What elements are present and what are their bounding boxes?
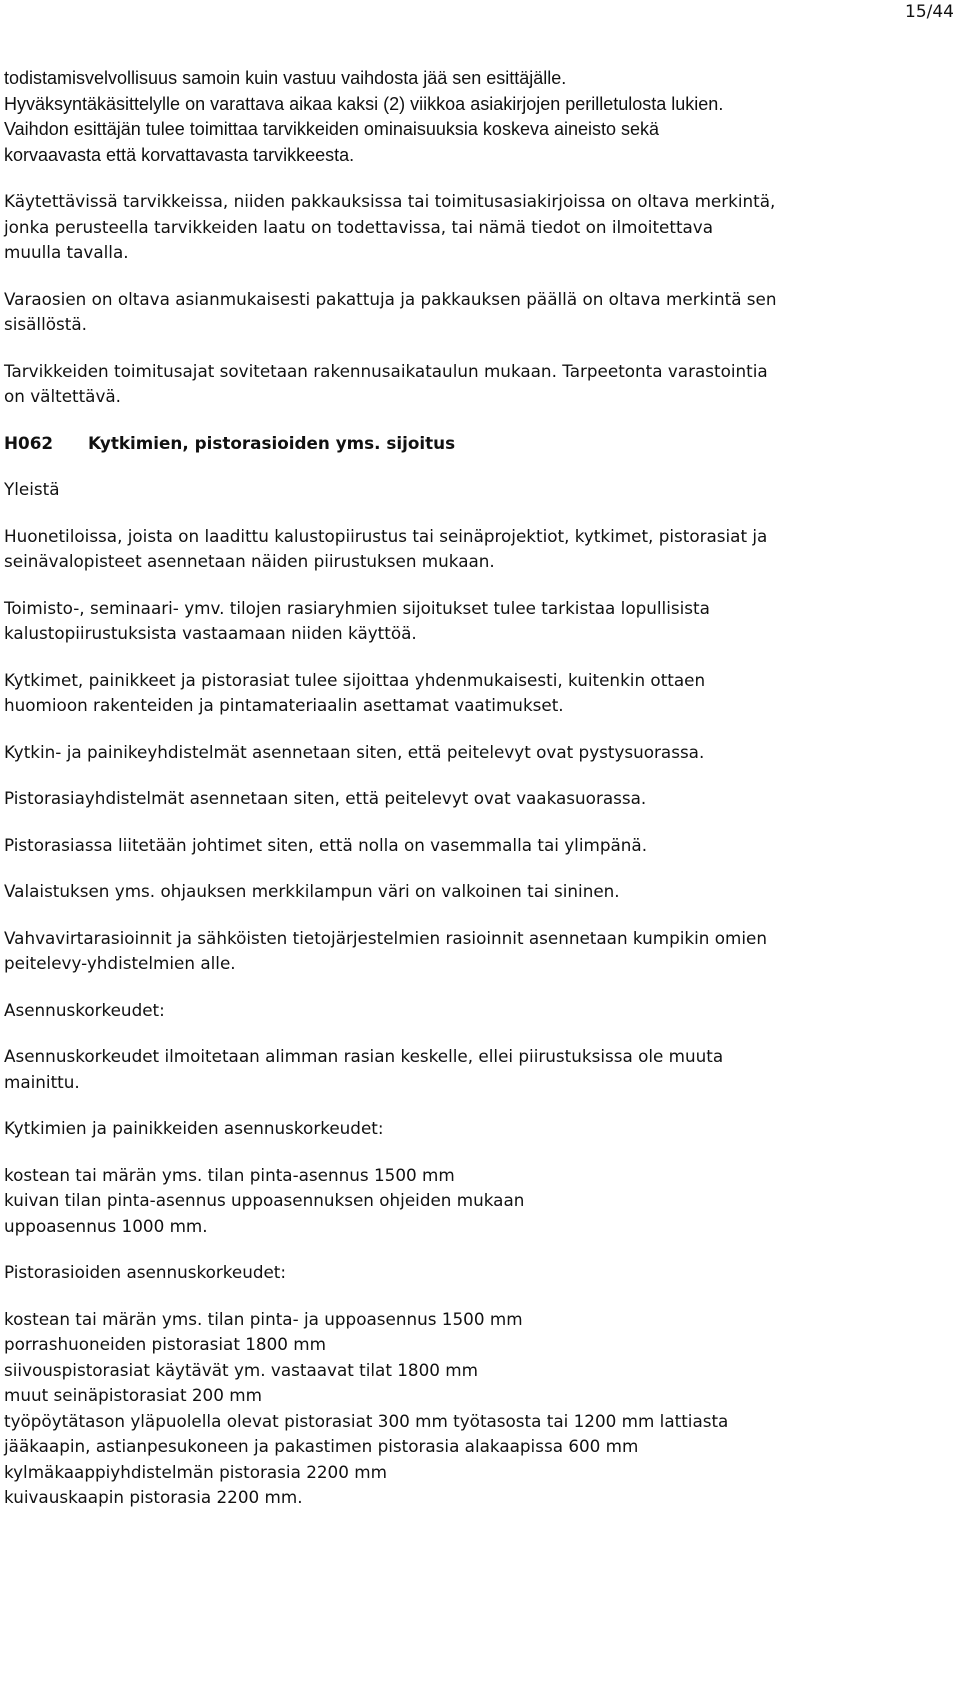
section-code: H062 [4, 432, 54, 453]
paragraph-switch-heights-label [4, 1116, 954, 1142]
list-item: kostean tai märän yms. tilan pinta-asennus 1500 mm [4, 1164, 455, 1185]
list-item: kuivan tilan pinta-asennus uppoasennuksen ohjeiden mukaan [4, 1190, 525, 1210]
section-heading [4, 431, 954, 457]
text-line: Pistorasiassa liitetään johtimet siten, että nolla on vasemmalla tai ylimpänä. [4, 834, 648, 855]
page-number: 15/44 [905, 2, 954, 22]
list-item: muut seinäpistorasiat 200 mm [4, 1385, 262, 1405]
list-item: kostean tai märän yms. tilan pinta- ja uppoasennus 1500 mm [4, 1308, 523, 1329]
paragraph [4, 786, 954, 812]
text-line: peitelevy-yhdistelmien alle. [4, 953, 236, 973]
text-line: Vahvavirtarasioinnit ja sähköisten tietojärjestelmien rasioinnit asennetaan kumpikin omien [4, 927, 768, 948]
intro-paragraph [4, 66, 954, 168]
text-line: huomioon rakenteiden ja pintamateriaalin asettamat vaatimukset. [4, 695, 564, 715]
text-line: Varaosien on oltava asianmukaisesti pakattuja ja pakkauksen päällä on oltava merkintä sen [4, 288, 777, 309]
text-line: Tarvikkeiden toimitusajat sovitetaan rakennusaikataulun mukaan. Tarpeetonta varastointia [4, 360, 768, 381]
intro-line: korvaavasta että korvattavasta tarvikkeesta. [4, 144, 355, 165]
socket-heights-label: Pistorasioiden asennuskorkeudet: [4, 1262, 287, 1282]
intro-line: Vaihdon esittäjän tulee toimittaa tarvikkeiden ominaisuuksia koskeva aineisto sekä [4, 119, 660, 139]
list-item: jääkaapin, astianpesukoneen ja pakastimen pistorasia alakaapissa 600 mm [4, 1436, 639, 1456]
list-item: porrashuoneiden pistorasiat 1800 mm [4, 1334, 326, 1354]
text-line: muulla tavalla. [4, 242, 129, 262]
paragraph-install-heights-label [4, 998, 954, 1024]
text-line: Pistorasiayhdistelmät asennetaan siten, että peitelevyt ovat vaakasuorassa. [4, 788, 647, 808]
switch-heights-list [4, 1163, 954, 1240]
text-line: Huonetiloissa, joista on laadittu kalustopiirustus tai seinäprojektiot, kytkimet, pistorasiat ja [4, 525, 768, 546]
text-line: Kytkin- ja painikeyhdistelmät asennetaan siten, että peitelevyt ovat pystysuorassa. [4, 741, 705, 762]
paragraph-delivery [4, 359, 954, 410]
list-item: kuivauskaapin pistorasia 2200 mm. [4, 1487, 303, 1507]
paragraph [4, 596, 954, 647]
paragraph [4, 740, 954, 766]
text-line: seinävalopisteet asennetaan näiden piirustuksen mukaan. [4, 551, 495, 571]
paragraph [4, 833, 954, 859]
paragraph-spare-parts [4, 287, 954, 338]
text-line: Kytkimet, painikkeet ja pistorasiat tulee sijoittaa yhdenmukaisesti, kuitenkin ottaen [4, 669, 706, 690]
paragraph [4, 1044, 954, 1095]
intro-line: todistamisvelvollisuus samoin kuin vastuu vaihdosta jää sen esittäjälle. [4, 68, 567, 88]
list-item: uppoasennus 1000 mm. [4, 1215, 208, 1236]
subheading-general: Yleistä [4, 479, 60, 499]
intro-line: Hyväksyntäkäsittelylle on varattava aikaa kaksi (2) viikkoa asiakirjojen perilletulosta lukien. [4, 93, 724, 114]
list-item: työpöytätason yläpuolella olevat pistorasiat 300 mm työtasosta tai 1200 mm lattiasta [4, 1410, 729, 1431]
list-item: kylmäkaappiyhdistelmän pistorasia 2200 mm [4, 1461, 387, 1482]
section-title: Kytkimien, pistorasioiden yms. sijoitus [88, 432, 456, 453]
paragraph [4, 879, 954, 905]
text-line: jonka perusteella tarvikkeiden laatu on todettavissa, tai nämä tiedot on ilmoitettava [4, 216, 714, 237]
socket-heights-list [4, 1307, 954, 1511]
paragraph-labeling [4, 189, 954, 266]
text-line: Asennuskorkeudet: [4, 999, 165, 1020]
paragraph [4, 668, 954, 719]
text-line: kalustopiirustuksista vastaamaan niiden käyttöä. [4, 623, 417, 643]
text-line: Asennuskorkeudet ilmoitetaan alimman rasian keskelle, ellei piirustuksissa ole muuta [4, 1046, 724, 1066]
list-item: siivouspistorasiat käytävät ym. vastaavat tilat 1800 mm [4, 1359, 478, 1380]
text-line: Kytkimien ja painikkeiden asennuskorkeudet: [4, 1118, 384, 1138]
text-line: on vältettävä. [4, 386, 122, 406]
text-line: sisällöstä. [4, 314, 87, 334]
text-line: Käytettävissä tarvikkeissa, niiden pakkauksissa tai toimitusasiakirjoissa on oltava merkintä, [4, 191, 776, 211]
text-line: Valaistuksen yms. ohjauksen merkkilampun väri on valkoinen tai sininen. [4, 881, 620, 901]
paragraph [4, 524, 954, 575]
text-line: mainittu. [4, 1071, 80, 1092]
text-line: Toimisto-, seminaari- ymv. tilojen rasiaryhmien sijoitukset tulee tarkistaa lopullisista [4, 597, 710, 618]
paragraph [4, 926, 954, 977]
document-body [4, 66, 954, 1532]
